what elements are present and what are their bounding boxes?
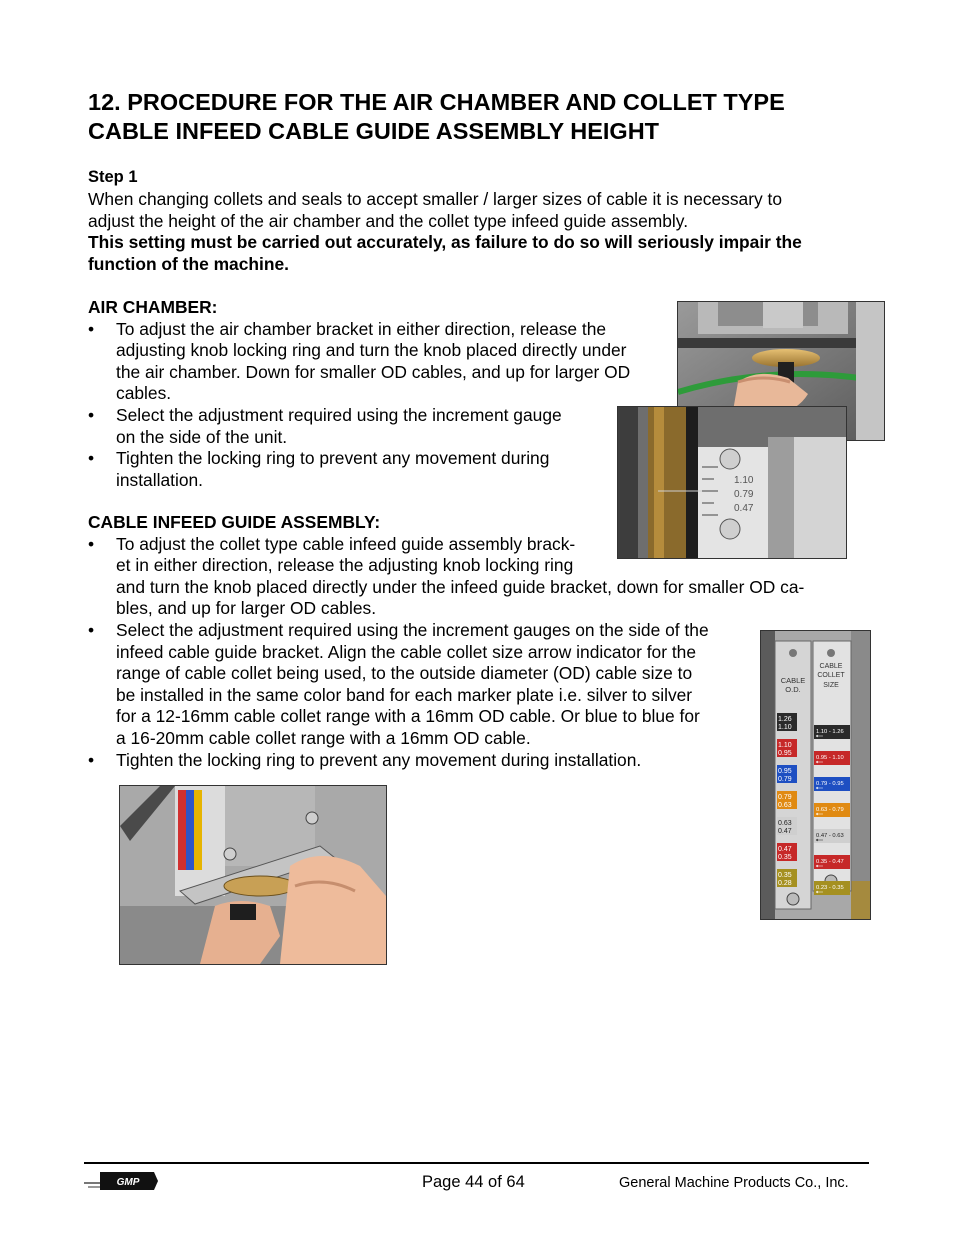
- collet-marker-plates-photo: [760, 630, 871, 920]
- bullet-item: • To adjust the air chamber bracket in either direction, release the adjusting knob locking ring and turn the knob placed directly under the air chamber. Down for smaller OD cables, and up for larger OD cables.: [88, 318, 631, 404]
- od-band-value: 1.10: [778, 724, 792, 731]
- collet-size-label: CABLE: [819, 663, 843, 670]
- collet-band-range: 0.23 - 0.35: [816, 885, 844, 891]
- section-heading: CABLE INFEED GUIDE ASSEMBLY:: [88, 512, 381, 532]
- od-band-value: 0.35: [778, 854, 792, 861]
- step-line: adjust the height of the air chamber and the collet type infeed guide assembly.: [88, 210, 689, 231]
- warning-line: function of the machine.: [88, 253, 289, 274]
- cable-od-label: CABLE: [780, 676, 806, 685]
- title-line-2: CABLE INFEED CABLE GUIDE ASSEMBLY HEIGHT: [88, 118, 660, 144]
- bullet-item: • Tighten the locking ring to prevent any movement during installation.: [88, 448, 550, 490]
- od-band-value: 0.79: [778, 794, 792, 801]
- footer-divider: [84, 1162, 869, 1164]
- title-line-1: 12. PROCEDURE FOR THE AIR CHAMBER AND COLLET TYPE: [88, 89, 785, 115]
- increment-gauge-photo: [617, 406, 847, 559]
- page-title: [88, 88, 868, 146]
- page-number: Page 44 of 64: [422, 1173, 525, 1191]
- gmp-logo: [84, 1170, 160, 1197]
- collet-band-range: 0.79 - 0.95: [816, 781, 844, 787]
- od-band-value: 1.26: [778, 716, 792, 723]
- od-band-value: 0.47: [778, 846, 792, 853]
- od-band-value: 0.47: [778, 828, 792, 835]
- bullet-item: • To adjust the collet type cable infeed guide assembly brack- et in either direction, release the adjusting knob locking ring and turn the knob placed directly under the infeed guide bracket, down for smaller OD ca- bles, and up for larger OD cables.: [88, 533, 805, 619]
- bullet-item: • Select the adjustment required using the increment gauges on the side of the infeed cable guide bracket. Align the cable collet size arrow indicator for the range of cable collet being used, to the outside diameter (OD) cable size to be installed in the same color band for each marker plate i.e. silver to silver for a 12-16mm cable collet range with a 16mm OD cable. Or blue to blue for a 16-20mm cable collet range with a 16mm OD cable.: [88, 619, 709, 748]
- bullet-icon: •: [88, 619, 95, 640]
- step-heading: Step 1: [88, 168, 138, 186]
- od-band-value: 0.35: [778, 872, 792, 879]
- gauge-mark: 0.47: [734, 503, 754, 514]
- company-name: General Machine Products Co., Inc.: [619, 1175, 849, 1191]
- warning-line: This setting must be carried out accurately, as failure to do so will seriously impair the: [88, 232, 802, 253]
- collet-size-label: COLLET: [817, 672, 845, 679]
- cable-od-label: O.D.: [785, 685, 801, 694]
- od-band-value: 0.95: [778, 750, 792, 757]
- od-band-value: 0.63: [778, 820, 792, 827]
- infeed-guide-knob-photo: [119, 785, 387, 965]
- step-body: [88, 189, 868, 275]
- bullet-icon: •: [88, 448, 95, 469]
- section-heading: AIR CHAMBER:: [88, 297, 218, 317]
- od-band-value: 0.28: [778, 880, 792, 887]
- gauge-mark: 1.10: [734, 475, 754, 486]
- collet-band-range: 0.47 - 0.63: [816, 833, 844, 839]
- gauge-mark: 0.79: [734, 489, 754, 500]
- collet-band-range: 0.95 - 1.10: [816, 755, 844, 761]
- collet-band-range: 0.63 - 0.79: [816, 807, 844, 813]
- step-line: When changing collets and seals to accept smaller / larger sizes of cable it is necessary to: [88, 189, 783, 209]
- collet-band-range: 0.35 - 0.47: [816, 859, 844, 865]
- collet-band-range: 1.10 - 1.26: [816, 729, 844, 735]
- od-band-value: 0.79: [778, 776, 792, 783]
- od-band-value: 1.10: [778, 742, 792, 749]
- bullet-icon: •: [88, 404, 95, 425]
- collet-size-label: SIZE: [823, 682, 839, 689]
- bullet-item: • Select the adjustment required using the increment gauge on the side of the unit.: [88, 404, 562, 447]
- od-band-value: 0.63: [778, 802, 792, 809]
- bullet-item: • Tighten the locking ring to prevent any movement during installation.: [88, 749, 642, 770]
- bullet-icon: •: [88, 318, 95, 339]
- od-band-value: 0.95: [778, 768, 792, 775]
- logo-text: GMP: [116, 1177, 140, 1188]
- bullet-icon: •: [88, 749, 95, 770]
- bullet-icon: •: [88, 533, 95, 554]
